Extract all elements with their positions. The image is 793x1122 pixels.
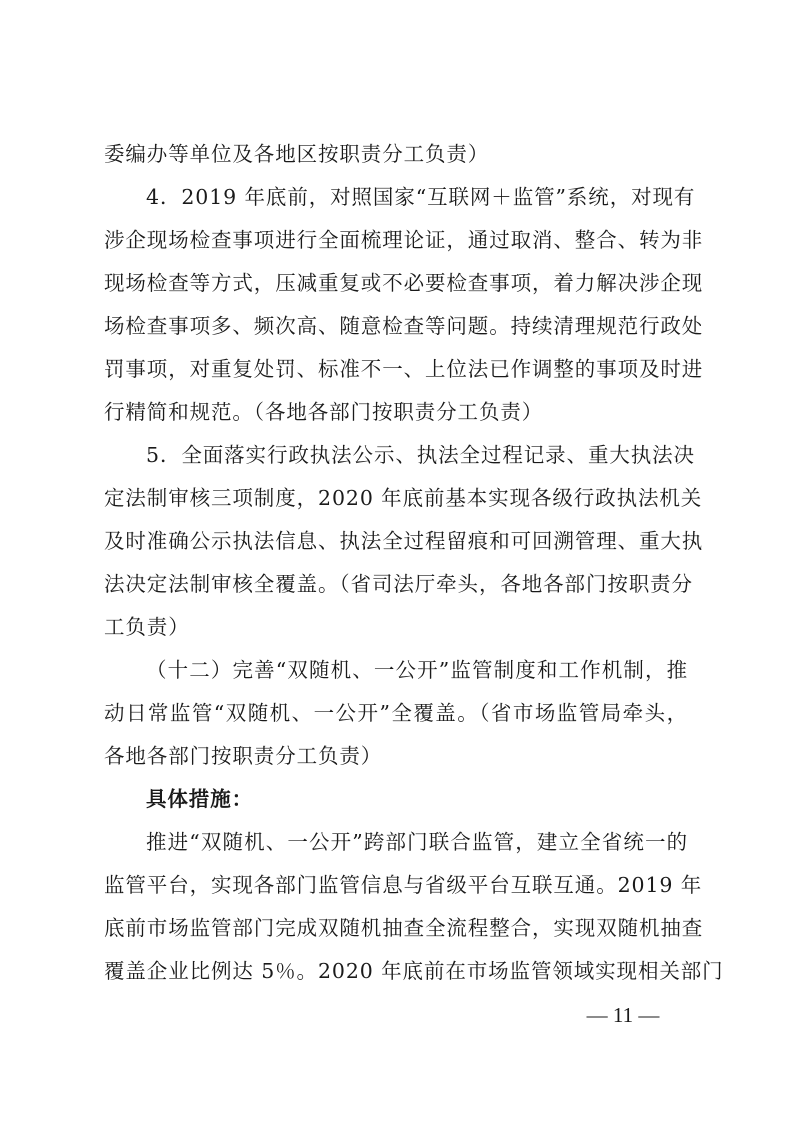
text-line-13: （十二）完善“双随机、一公开”监管制度和工作机制，推	[146, 658, 688, 682]
text-line-5: 场检查事项多、频次高、随意检查等问题。持续清理规范行政处	[104, 314, 704, 338]
text-line-2: 4．2019 年底前，对照国家“互联网＋监管”系统，对现有	[146, 185, 696, 209]
text-line-19: 底前市场监管部门完成双随机抽查全流程整合，实现双随机抽查	[104, 916, 704, 940]
text-line-10: 及时准确公示执法信息、执法全过程留痕和可回溯管理、重大执	[104, 529, 704, 553]
text-line-16: 具体措施：	[146, 787, 253, 811]
text-line-4: 现场检查等方式，压减重复或不必要检查事项，着力解决涉企现	[104, 271, 704, 295]
text-line-17: 推进“双随机、一公开”跨部门联合监管，建立全省统一的	[146, 830, 688, 854]
text-line-18: 监管平台，实现各部门监管信息与省级平台互联互通。2019 年	[104, 873, 703, 897]
text-line-1: 委编办等单位及各地区按职责分工负责）	[104, 142, 490, 166]
text-line-8: 5．全面落实行政执法公示、执法全过程记录、重大执法决	[146, 443, 695, 467]
text-line-7: 行精简和规范。（各地各部门按职责分工负责）	[104, 400, 544, 424]
page-number: — 11 —	[586, 1003, 660, 1027]
text-line-6: 罚事项，对重复处罚、标准不一、上位法已作调整的事项及时进	[104, 357, 704, 381]
text-line-3: 涉企现场检查事项进行全面梳理论证，通过取消、整合、转为非	[104, 228, 704, 252]
text-line-14: 动日常监管“双随机、一公开”全覆盖。（省市场监管局牵头，	[104, 701, 688, 725]
text-line-20: 覆盖企业比例达 5％。2020 年底前在市场监管领域实现相关部门	[104, 959, 724, 983]
text-line-15: 各地各部门按职责分工负责）	[104, 744, 383, 768]
text-line-11: 法决定法制审核全覆盖。（省司法厅牵头，各地各部门按职责分	[104, 572, 693, 596]
text-line-12: 工负责）	[104, 615, 190, 639]
text-line-9: 定法制审核三项制度，2020 年底前基本实现各级行政执法机关	[104, 486, 703, 510]
